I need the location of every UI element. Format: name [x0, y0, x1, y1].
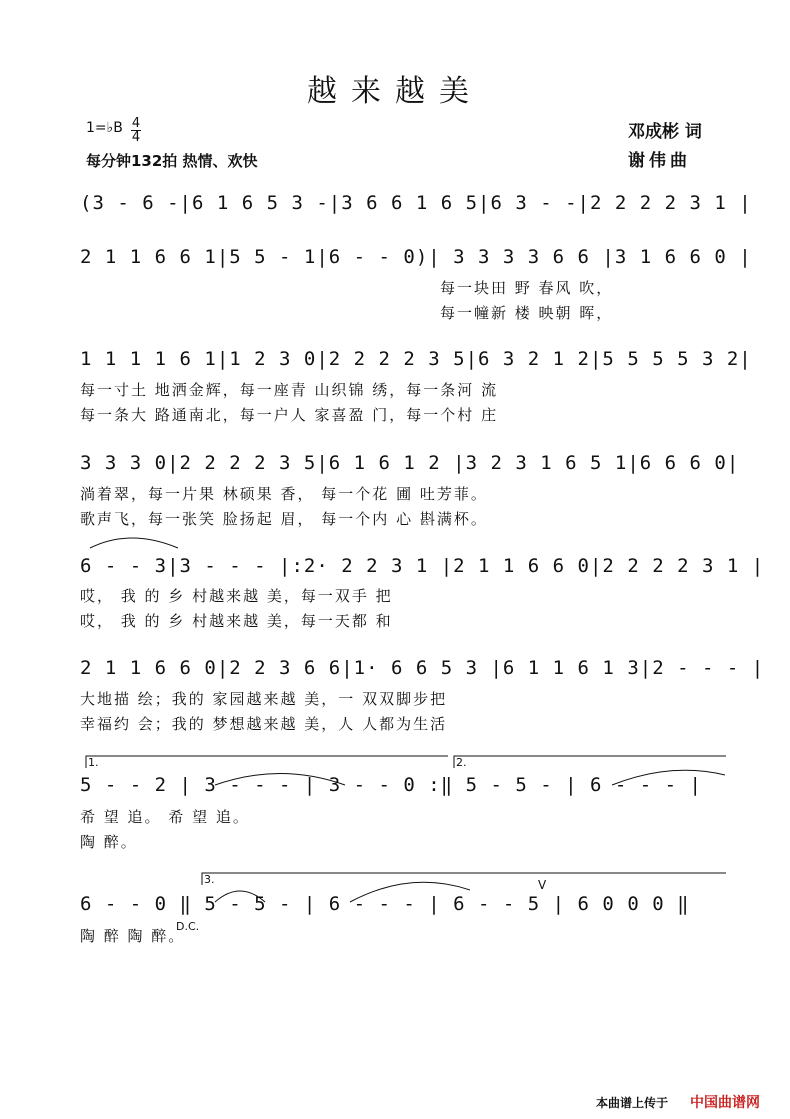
footer-upload-text: 本曲谱上传于	[596, 1096, 669, 1110]
lyric-row-6-v1: 大地描 绘；我的 家园越来越 美，一 双双脚步把	[80, 690, 448, 708]
volta-1-label: 1.	[88, 756, 99, 769]
lyric-row-3-v2: 每一条大 路通南北，每一户人 家喜盈 门，每一个村 庄	[80, 406, 499, 424]
slur	[90, 538, 178, 548]
notation-row-4: 3 3 3 0|2 2 2 2 3 5|6 1 6 1 2 |3 2 3 1 6 5 1|6 6 6 0|	[80, 452, 740, 474]
volta-3-label: 3.	[204, 873, 215, 886]
lyric-row-7-v2: 陶 醉。	[80, 833, 138, 851]
page-title: 越来越美	[307, 74, 483, 109]
slur	[612, 770, 725, 785]
lyricist: 邓成彬 词	[628, 122, 702, 142]
key-signature: 1=♭B	[86, 120, 123, 136]
lyric-row-5-v2: 哎， 我 的 乡 村越来越 美，每一天都 和	[80, 612, 393, 630]
notation-row-6: 2 1 1 6 6 0|2 2 3 6 6|1· 6 6 5 3 |6 1 1 6 1 3|2 - - - |	[80, 657, 765, 679]
lyric-row-2-v2: 每一幢新 楼 映朝 晖，	[440, 304, 614, 322]
notation-row-2: 2 1 1 6 6 1|5 5 - 1|6 - - 0)| 3 3 3 3 6 6 |3 1 6 6 0 |	[80, 246, 752, 268]
lyric-row-4-v2: 歌声飞，每一张笑 脸扬起 眉， 每一个内 心 斟满杯。	[80, 510, 488, 528]
time-top: 4	[131, 116, 141, 131]
lyric-row-8-v1: 陶 醉 陶 醉。	[80, 927, 186, 945]
notation-row-1: (3 - 6 -|6 1 6 5 3 -|3 6 6 1 6 5|6 3 - -|2 2 2 2 3 1 |	[80, 192, 752, 214]
breath-mark: V	[538, 878, 547, 892]
volta-3-bracket	[202, 873, 726, 885]
notation-row-7: 5 - - 2 | 3 - - - | 3 - - 0 :‖ 5 - 5 - | 6 - - - |	[80, 774, 702, 796]
slur	[215, 891, 265, 902]
time-bottom: 4	[131, 130, 141, 145]
lyric-row-7-v1: 希 望 追。 希 望 追。	[80, 808, 250, 826]
lyric-row-5-v1: 哎， 我 的 乡 村越来越 美，每一双手 把	[80, 587, 393, 605]
lyric-row-6-v2: 幸福约 会；我的 梦想越来越 美，人 人都为生活	[80, 715, 448, 733]
composer: 谢伟曲	[628, 151, 691, 171]
slur	[215, 774, 345, 786]
notation-row-5: 6 - - 3|3 - - - |:2· 2 2 3 1 |2 1 1 6 6 0|2 2 2 2 3 1 |	[80, 555, 765, 577]
lyric-row-4-v1: 淌着翠，每一片果 林硕果 香， 每一个花 圃 吐芳菲。	[80, 485, 488, 503]
slur	[350, 882, 470, 902]
notation-row-8: 6 - - 0 ‖ 5 - 5 - | 6 - - - | 6 - - 5 | 6 0 0 0 ‖	[80, 893, 690, 915]
volta-2-bracket	[454, 756, 726, 768]
lyric-row-2-v1: 每一块田 野 春风 吹，	[440, 279, 614, 297]
dc-marking: D.C.	[176, 920, 200, 933]
tempo-marking: 每分钟132拍 热情、欢快	[86, 152, 258, 170]
volta-2-label: 2.	[456, 756, 467, 769]
volta-1-bracket	[86, 756, 448, 768]
lyric-row-3-v1: 每一寸土 地洒金辉，每一座青 山织锦 绣，每一条河 流	[80, 381, 499, 399]
notation-row-3: 1 1 1 1 6 1|1 2 3 0|2 2 2 2 3 5|6 3 2 1 2|5 5 5 5 3 2|	[80, 348, 752, 370]
site-logo-text: 中国曲谱网	[690, 1095, 760, 1111]
